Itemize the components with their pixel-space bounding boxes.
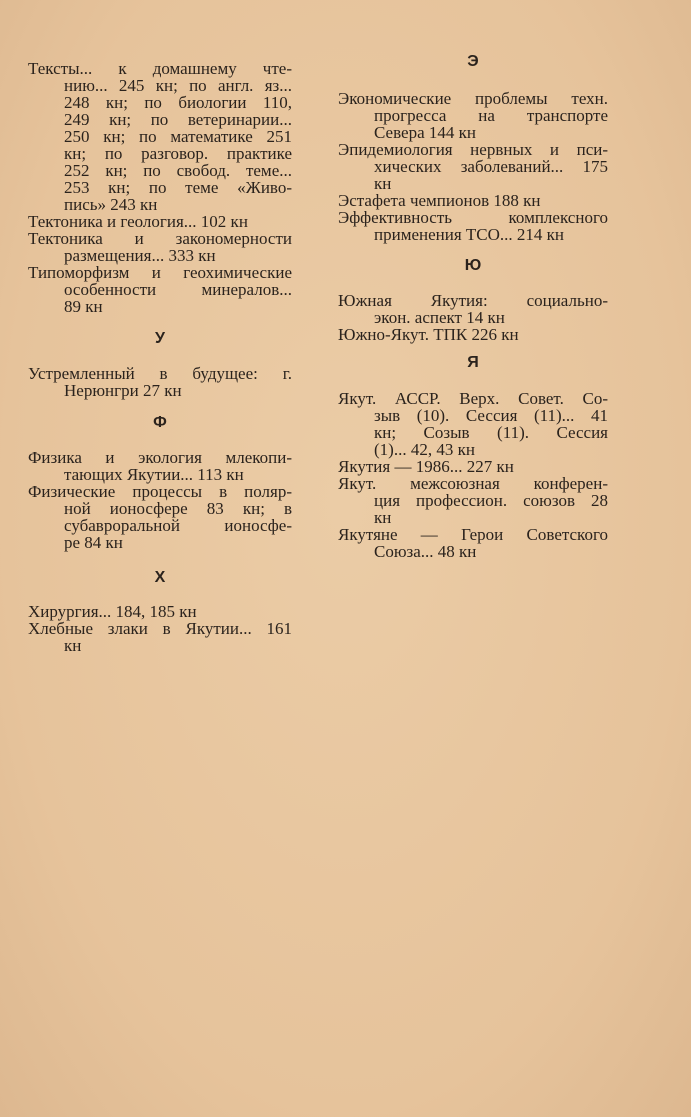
entry-line: Экономические проблемы техн. (338, 89, 608, 108)
entry-line: 252 кн; по свобод. теме... (64, 161, 292, 180)
entry-line: нию... 245 кн; по англ. яз... (64, 76, 292, 95)
entry-line: Эпидемиология нервных и пси- (338, 140, 608, 159)
entry-line: Типоморфизм и геохимические (28, 263, 292, 282)
entry-line: прогресса на транспорте (374, 106, 608, 125)
entry-line: зыв (10). Сессия (11)... 41 (374, 406, 608, 425)
index-entry (338, 458, 608, 475)
entry-line: кн; Созыв (11). Сессия (374, 423, 608, 442)
entry-line: (1)... 42, 43 кн (374, 440, 475, 459)
entry-line: Эффективность комплексного (338, 208, 608, 227)
index-entry (28, 603, 292, 620)
entry-line: Тектоника и геология... 102 кн (28, 212, 248, 231)
entries-t (28, 60, 292, 315)
index-entry (338, 292, 608, 326)
entries-f (28, 449, 292, 551)
index-entry (338, 475, 608, 526)
entry-line: Физические процессы в поляр- (28, 482, 292, 501)
section-heading-u: У (155, 330, 165, 347)
entry-line: 89 кн (64, 297, 103, 316)
entry-line: экон. аспект 14 кн (374, 308, 505, 327)
entries-e (338, 90, 608, 243)
entry-line: Якутия — 1986... 227 кн (338, 457, 514, 476)
index-entry (28, 60, 292, 213)
entry-line: Эстафета чемпионов 188 кн (338, 191, 541, 210)
entry-line: кн; по разговор. практике (64, 144, 292, 163)
entries-u (28, 365, 292, 399)
entry-line: Союза... 48 кн (374, 542, 477, 561)
section-heading-h: Х (154, 569, 166, 586)
entry-line: тающих Якутии... 113 кн (64, 465, 244, 484)
entry-line: размещения... 333 кн (64, 246, 216, 265)
entry-line: Хирургия... 184, 185 кн (28, 602, 197, 621)
index-entry (28, 620, 292, 654)
entry-line: Якутяне — Герои Советского (338, 525, 608, 544)
index-entry (338, 526, 608, 560)
entry-line: 253 кн; по теме «Живо- (64, 178, 292, 197)
entry-line: ция профессион. союзов 28 (374, 491, 608, 510)
entry-line: Севера 144 кн (374, 123, 476, 142)
entry-line: кн (374, 508, 392, 527)
index-entry (338, 90, 608, 141)
index-entry (28, 449, 292, 483)
section-heading-f: Ф (153, 414, 167, 431)
entry-line: 248 кн; по биологии 110, (64, 93, 292, 112)
entries-ya (338, 390, 608, 560)
section-heading-yu: Ю (464, 257, 482, 274)
entry-line: 250 кн; по математике 251 (64, 127, 292, 146)
entry-line: Якут. АССР. Верх. Совет. Со- (338, 389, 608, 408)
entry-line: хических заболеваний... 175 (374, 157, 608, 176)
entry-line: ной ионосфере 83 кн; в (64, 499, 292, 518)
index-entry (338, 141, 608, 192)
entry-line: Якут. межсоюзная конферен- (338, 474, 608, 493)
index-entry (338, 326, 608, 343)
index-entry (338, 192, 608, 209)
entry-line: Устремленный в будущее: г. (28, 364, 292, 383)
entry-line: кн (374, 174, 392, 193)
entry-line: применения ТСО... 214 кн (374, 225, 565, 244)
index-entry (338, 390, 608, 458)
index-entry (28, 213, 292, 230)
index-entry (338, 209, 608, 243)
entry-line: особенности минералов... (64, 280, 292, 299)
entry-line: субавроральной ионосфе- (64, 516, 292, 535)
entry-line: Тексты... к домашнему чте- (28, 59, 292, 78)
section-heading-ya: Я (467, 354, 479, 371)
entry-line: ре 84 кн (64, 533, 123, 552)
index-entry (28, 264, 292, 315)
index-entry (28, 365, 292, 399)
entries-yu (338, 292, 608, 343)
index-entry (28, 230, 292, 264)
entry-line: Нерюнгри 27 кн (64, 381, 182, 400)
entry-line: Хлебные злаки в Якутии... 161 (28, 619, 292, 638)
entry-line: пись» 243 кн (64, 195, 158, 214)
entry-line: Физика и экология млекопи- (28, 448, 292, 467)
entry-line: Южная Якутия: социально- (338, 291, 608, 310)
entry-line: Южно-Якут. ТПК 226 кн (338, 325, 519, 344)
entry-line: Тектоника и закономерности (28, 229, 292, 248)
index-entry (28, 483, 292, 551)
entry-line: кн (64, 636, 82, 655)
entries-h (28, 603, 292, 654)
entry-line: 249 кн; по ветеринарии... (64, 110, 292, 129)
section-heading-e: Э (467, 53, 479, 70)
